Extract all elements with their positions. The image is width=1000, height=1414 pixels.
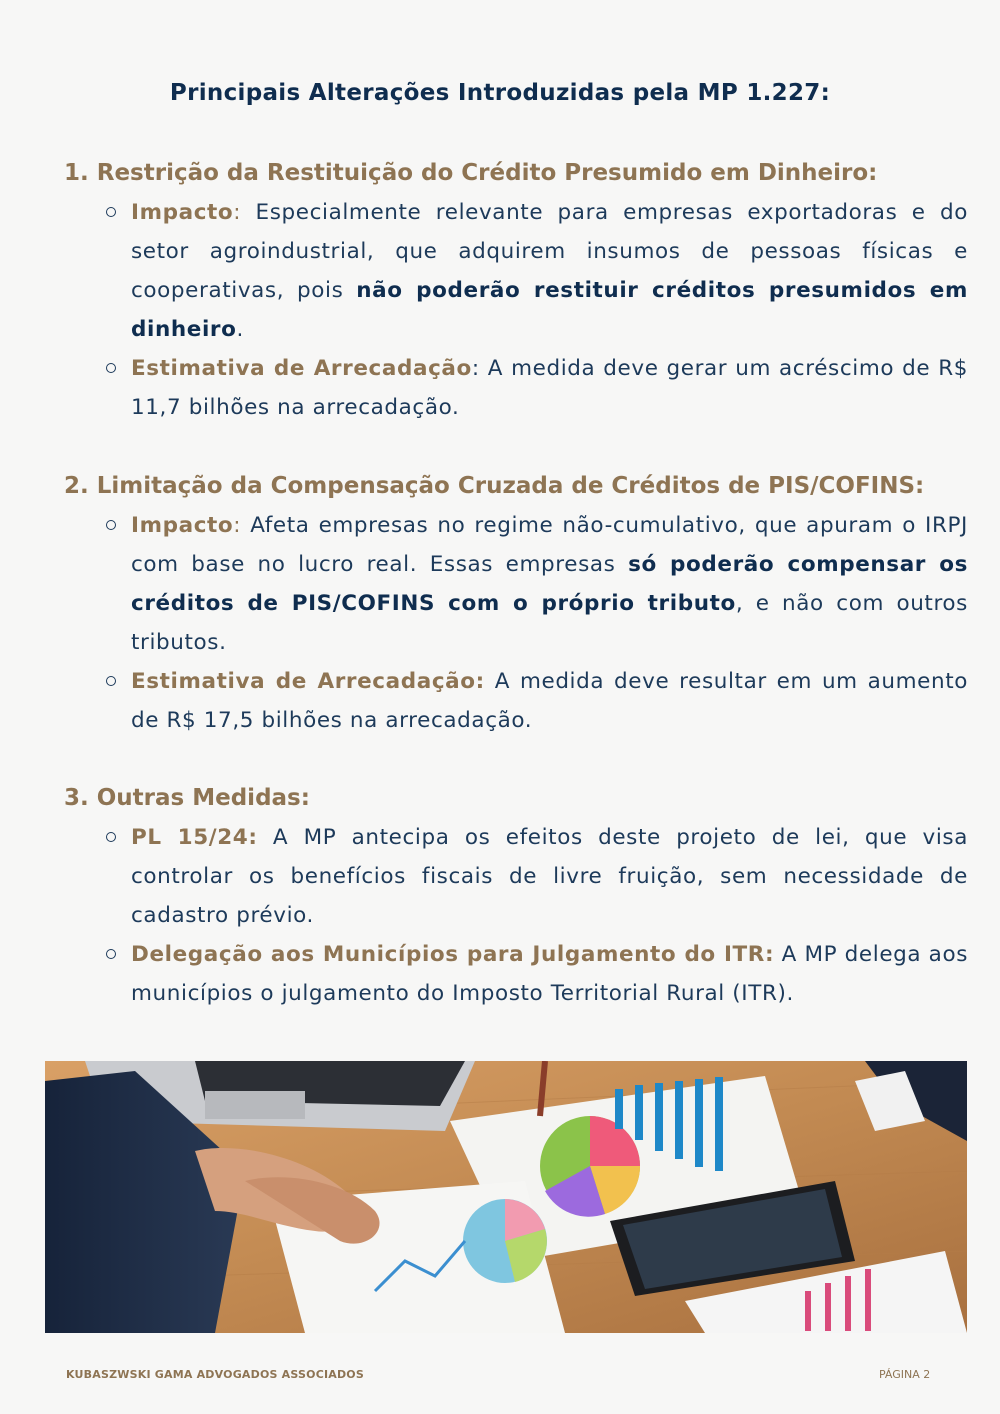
item-label: Impacto: [131, 513, 234, 538]
bullet-circle-icon: [106, 676, 116, 686]
item-label: Estimativa de Arrecadação:: [131, 669, 485, 694]
item-label: PL 15/24:: [131, 825, 258, 850]
item-separator: [258, 825, 273, 850]
bullet-circle-icon: [106, 949, 116, 959]
footer-firm-name: KUBASZWSKI GAMA ADVOGADOS ASSOCIADOS: [66, 1368, 364, 1381]
list-item: [64, 818, 968, 935]
item-label: Impacto: [131, 200, 234, 225]
item-separator: :: [471, 356, 488, 381]
item-separator: :: [233, 200, 256, 225]
bullet-circle-icon: [106, 520, 116, 530]
item-text: A MP delega aos municípios o julgamento do Imposto Territorial Rural (ITR).: [131, 942, 969, 1006]
bullet-list: [64, 506, 968, 740]
section-heading: 1. Restrição da Restituição do Crédito Presumido em Dinheiro:: [64, 160, 878, 186]
item-separator: :: [233, 513, 251, 538]
item-separator: [774, 942, 782, 967]
item-text: Especialmente relevante para empresas exportadoras e do setor agroindustrial, que adquirem insumos de pessoas físicas e cooperativas, pois: [131, 200, 968, 303]
item-text: A medida deve gerar um acréscimo de R$ 11,7 bilhões na arrecadação.: [131, 356, 969, 420]
bullet-circle-icon: [106, 207, 116, 217]
item-label: Estimativa de Arrecadação: [131, 356, 472, 381]
business-charts-photo: [45, 1061, 967, 1333]
bullet-circle-icon: [106, 832, 116, 842]
item-text-end: , e não com outros tributos.: [131, 591, 968, 655]
list-item: [64, 662, 968, 740]
item-text: A medida deve resultar em um aumento de R$ 17,5 bilhões na arrecadação.: [131, 669, 968, 733]
list-item: [64, 193, 968, 349]
section-2: [64, 467, 968, 740]
bullet-list: [64, 818, 968, 1013]
list-item: [64, 349, 968, 427]
item-bold-text: não poderão restituir créditos presumidos em dinheiro: [131, 278, 968, 342]
list-item: [64, 935, 968, 1013]
item-text: A MP antecipa os efeitos deste projeto de lei, que visa controlar os benefícios fiscais de livre fruição, sem necessidade de cadastro prévio.: [131, 825, 969, 928]
footer-page-number: PÁGINA 2: [879, 1368, 931, 1381]
item-text: Afeta empresas no regime não-cumulativo, que apuram o IRPJ com base no lucro real. Essas empresas: [131, 513, 968, 577]
bullet-list: [64, 193, 968, 427]
section-heading: 2. Limitação da Compensação Cruzada de Créditos de PIS/COFINS:: [64, 473, 925, 499]
page-title: Principais Alterações Introduzidas pela MP 1.227:: [169, 80, 831, 106]
section-heading: 3. Outras Medidas:: [64, 785, 310, 811]
section-3: [64, 779, 968, 1013]
section-1: [64, 154, 968, 427]
list-item: [64, 506, 968, 662]
item-separator: [485, 669, 495, 694]
item-label: Delegação aos Municípios para Julgamento do ITR:: [131, 942, 775, 967]
item-text-end: .: [236, 317, 244, 342]
bullet-circle-icon: [106, 363, 116, 373]
item-bold-text: só poderão compensar os créditos de PIS/COFINS com o próprio tributo: [131, 552, 968, 616]
